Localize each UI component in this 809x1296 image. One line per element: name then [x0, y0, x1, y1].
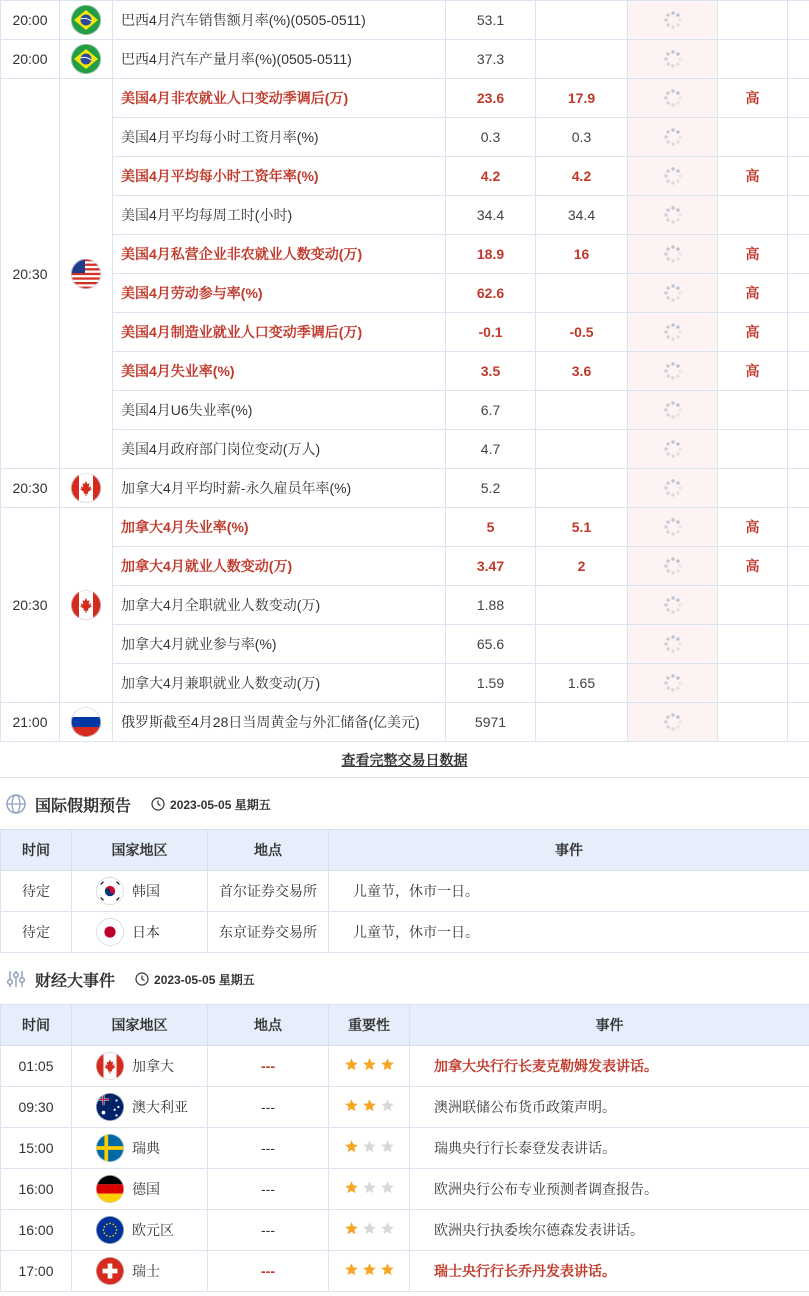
loading-spinner-icon	[663, 205, 683, 225]
econ-indicator-name: 美国4月平均每周工时(小时)	[113, 196, 446, 235]
econ-country-flag	[60, 508, 113, 703]
event-place: ---	[208, 1210, 329, 1251]
econ-indicator-name: 加拿大4月失业率(%)	[113, 508, 446, 547]
econ-indicator-name: 加拿大4月就业参与率(%)	[113, 625, 446, 664]
event-row	[1, 1046, 809, 1087]
holiday-country	[72, 871, 208, 912]
econ-time: 20:30	[1, 469, 60, 508]
star-icon	[380, 1098, 395, 1113]
country-name: 韩国	[132, 883, 160, 899]
econ-actual-loading	[628, 40, 718, 79]
econ-importance	[718, 664, 788, 703]
econ-importance: 高	[718, 352, 788, 391]
event-country	[72, 1210, 208, 1251]
event-country	[72, 1046, 208, 1087]
econ-extra-cell	[788, 391, 809, 430]
econ-forecast-value	[536, 586, 628, 625]
events-column-header: 国家地区	[72, 1005, 208, 1046]
econ-extra-cell	[788, 157, 809, 196]
loading-spinner-icon	[663, 166, 683, 186]
loading-spinner-icon	[663, 283, 683, 303]
econ-forecast-value	[536, 391, 628, 430]
econ-row	[1, 547, 809, 586]
econ-importance	[718, 703, 788, 742]
event-time: 16:00	[1, 1210, 72, 1251]
loading-spinner-icon	[663, 595, 683, 615]
econ-importance	[718, 625, 788, 664]
econ-importance: 高	[718, 235, 788, 274]
econ-actual-loading	[628, 469, 718, 508]
econ-importance	[718, 391, 788, 430]
econ-importance: 高	[718, 274, 788, 313]
country-flag-icon	[96, 1093, 124, 1121]
econ-importance: 高	[718, 508, 788, 547]
econ-indicator-name: 巴西4月汽车销售额月率(%)(0505-0511)	[113, 1, 446, 40]
econ-indicator-name: 美国4月U6失业率(%)	[113, 391, 446, 430]
econ-extra-cell	[788, 703, 809, 742]
star-icon	[344, 1221, 359, 1236]
country-name: 欧元区	[132, 1222, 174, 1238]
star-icon	[362, 1057, 377, 1072]
event-row	[1, 1169, 809, 1210]
econ-actual-loading	[628, 196, 718, 235]
econ-forecast-value	[536, 703, 628, 742]
econ-previous-value: 5.2	[446, 469, 536, 508]
event-row	[1, 1251, 809, 1292]
event-importance-stars	[329, 1046, 410, 1087]
econ-forecast-value	[536, 430, 628, 469]
event-place: ---	[208, 1251, 329, 1292]
econ-row	[1, 79, 809, 118]
econ-row	[1, 235, 809, 274]
econ-importance: 高	[718, 157, 788, 196]
econ-importance	[718, 430, 788, 469]
event-description: 瑞典央行行长泰登发表讲话。	[410, 1128, 809, 1169]
sliders-icon	[5, 968, 27, 990]
econ-actual-loading	[628, 79, 718, 118]
econ-actual-loading	[628, 586, 718, 625]
econ-indicator-name: 美国4月非农就业人口变动季调后(万)	[113, 79, 446, 118]
econ-extra-cell	[788, 469, 809, 508]
econ-previous-value: 18.9	[446, 235, 536, 274]
econ-extra-cell	[788, 352, 809, 391]
econ-actual-loading	[628, 313, 718, 352]
event-time: 17:00	[1, 1251, 72, 1292]
country-name: 加拿大	[132, 1058, 174, 1074]
econ-row	[1, 664, 809, 703]
econ-forecast-value: 1.65	[536, 664, 628, 703]
econ-extra-cell	[788, 625, 809, 664]
econ-extra-cell	[788, 40, 809, 79]
country-flag-icon	[96, 1134, 124, 1162]
econ-row	[1, 469, 809, 508]
econ-country-flag	[60, 40, 113, 79]
econ-forecast-value	[536, 1, 628, 40]
econ-actual-loading	[628, 430, 718, 469]
econ-previous-value: 5	[446, 508, 536, 547]
star-icon	[344, 1098, 359, 1113]
event-description: 欧洲央行公布专业预测者调查报告。	[410, 1169, 809, 1210]
econ-extra-cell	[788, 196, 809, 235]
econ-previous-value: 65.6	[446, 625, 536, 664]
econ-row	[1, 391, 809, 430]
econ-indicator-name: 美国4月私营企业非农就业人数变动(万)	[113, 235, 446, 274]
econ-actual-loading	[628, 118, 718, 157]
country-name: 德国	[132, 1181, 160, 1197]
events-column-header: 事件	[410, 1005, 809, 1046]
econ-country-flag	[60, 703, 113, 742]
econ-extra-cell	[788, 274, 809, 313]
events-column-header: 地点	[208, 1005, 329, 1046]
event-row	[1, 1087, 809, 1128]
holiday-column-header: 国家地区	[72, 830, 208, 871]
loading-spinner-icon	[663, 322, 683, 342]
star-icon	[380, 1057, 395, 1072]
star-icon	[380, 1262, 395, 1277]
star-icon	[362, 1098, 377, 1113]
econ-row	[1, 40, 809, 79]
star-icon	[344, 1262, 359, 1277]
econ-time: 21:00	[1, 703, 60, 742]
econ-importance	[718, 1, 788, 40]
econ-previous-value: -0.1	[446, 313, 536, 352]
econ-previous-value: 4.7	[446, 430, 536, 469]
econ-indicator-name: 加拿大4月全职就业人数变动(万)	[113, 586, 446, 625]
econ-forecast-value: 5.1	[536, 508, 628, 547]
econ-previous-value: 6.7	[446, 391, 536, 430]
econ-previous-value: 1.88	[446, 586, 536, 625]
econ-extra-cell	[788, 118, 809, 157]
country-name: 澳大利亚	[132, 1099, 188, 1115]
star-icon	[344, 1057, 359, 1072]
econ-row	[1, 196, 809, 235]
event-time: 15:00	[1, 1128, 72, 1169]
econ-extra-cell	[788, 586, 809, 625]
events-column-header: 重要性	[329, 1005, 410, 1046]
star-icon	[380, 1139, 395, 1154]
loading-spinner-icon	[663, 517, 683, 537]
event-importance-stars	[329, 1251, 410, 1292]
econ-indicator-name: 巴西4月汽车产量月率(%)(0505-0511)	[113, 40, 446, 79]
event-importance-stars	[329, 1210, 410, 1251]
event-importance-stars	[329, 1169, 410, 1210]
loading-spinner-icon	[663, 361, 683, 381]
econ-previous-value: 0.3	[446, 118, 536, 157]
holiday-column-header: 时间	[1, 830, 72, 871]
econ-row	[1, 352, 809, 391]
econ-extra-cell	[788, 430, 809, 469]
econ-time: 20:00	[1, 1, 60, 40]
country-name: 日本	[132, 924, 160, 940]
econ-row	[1, 586, 809, 625]
star-icon	[380, 1221, 395, 1236]
holiday-row	[1, 871, 809, 912]
events-date: 2023-05-05 星期五	[154, 972, 255, 987]
econ-actual-loading	[628, 274, 718, 313]
econ-forecast-value: 34.4	[536, 196, 628, 235]
star-icon	[380, 1180, 395, 1195]
econ-extra-cell	[788, 79, 809, 118]
econ-indicator-name: 美国4月失业率(%)	[113, 352, 446, 391]
econ-country-flag	[60, 79, 113, 469]
event-place: ---	[208, 1046, 329, 1087]
loading-spinner-icon	[663, 712, 683, 732]
holiday-section-header	[0, 780, 809, 828]
event-row	[1, 1210, 809, 1251]
econ-indicator-name: 加拿大4月就业人数变动(万)	[113, 547, 446, 586]
econ-previous-value: 4.2	[446, 157, 536, 196]
econ-forecast-value: 2	[536, 547, 628, 586]
econ-importance: 高	[718, 79, 788, 118]
loading-spinner-icon	[663, 10, 683, 30]
econ-indicator-name: 美国4月平均每小时工资月率(%)	[113, 118, 446, 157]
econ-actual-loading	[628, 391, 718, 430]
econ-forecast-value: 4.2	[536, 157, 628, 196]
holiday-place: 首尔证券交易所	[208, 871, 329, 912]
econ-row	[1, 313, 809, 352]
econ-previous-value: 23.6	[446, 79, 536, 118]
econ-extra-cell	[788, 664, 809, 703]
events-table	[0, 1004, 809, 1292]
econ-importance	[718, 40, 788, 79]
econ-previous-value: 62.6	[446, 274, 536, 313]
event-description: 澳洲联储公布货币政策声明。	[410, 1087, 809, 1128]
econ-indicator-name: 加拿大4月兼职就业人数变动(万)	[113, 664, 446, 703]
econ-importance	[718, 196, 788, 235]
loading-spinner-icon	[663, 127, 683, 147]
holiday-row	[1, 912, 809, 953]
holiday-date: 2023-05-05 星期五	[170, 797, 271, 812]
event-country	[72, 1169, 208, 1210]
loading-spinner-icon	[663, 400, 683, 420]
holiday-event: 儿童节，休市一日。	[329, 871, 809, 912]
event-place: ---	[208, 1087, 329, 1128]
econ-previous-value: 1.59	[446, 664, 536, 703]
country-name: 瑞士	[132, 1263, 160, 1279]
econ-forecast-value: 3.6	[536, 352, 628, 391]
loading-spinner-icon	[663, 88, 683, 108]
event-time: 01:05	[1, 1046, 72, 1087]
econ-extra-cell	[788, 547, 809, 586]
star-icon	[362, 1139, 377, 1154]
holiday-event: 儿童节，休市一日。	[329, 912, 809, 953]
econ-row	[1, 508, 809, 547]
holiday-column-header: 地点	[208, 830, 329, 871]
econ-actual-loading	[628, 508, 718, 547]
country-flag-icon	[96, 918, 124, 946]
event-description: 瑞士央行行长乔丹发表讲话。	[410, 1251, 809, 1292]
globe-icon	[5, 793, 27, 815]
econ-actual-loading	[628, 1, 718, 40]
star-icon	[344, 1180, 359, 1195]
econ-row	[1, 1, 809, 40]
holiday-table	[0, 829, 809, 953]
event-time: 09:30	[1, 1087, 72, 1128]
econ-forecast-value	[536, 625, 628, 664]
loading-spinner-icon	[663, 673, 683, 693]
econ-actual-loading	[628, 157, 718, 196]
loading-spinner-icon	[663, 439, 683, 459]
econ-previous-value: 37.3	[446, 40, 536, 79]
country-flag-icon	[96, 1216, 124, 1244]
holiday-place: 东京证券交易所	[208, 912, 329, 953]
country-flag-icon	[96, 1175, 124, 1203]
econ-previous-value: 3.47	[446, 547, 536, 586]
econ-importance: 高	[718, 547, 788, 586]
econ-row	[1, 430, 809, 469]
country-name: 瑞典	[132, 1140, 160, 1156]
econ-previous-value: 53.1	[446, 1, 536, 40]
event-place: ---	[208, 1169, 329, 1210]
econ-previous-value: 5971	[446, 703, 536, 742]
econ-actual-loading	[628, 625, 718, 664]
event-description: 加拿大央行行长麦克勒姆发表讲话。	[410, 1046, 809, 1087]
econ-actual-loading	[628, 664, 718, 703]
event-time: 16:00	[1, 1169, 72, 1210]
econ-previous-value: 34.4	[446, 196, 536, 235]
loading-spinner-icon	[663, 244, 683, 264]
view-full-data-link[interactable]: 查看完整交易日数据	[341, 752, 468, 768]
econ-indicator-name: 美国4月劳动参与率(%)	[113, 274, 446, 313]
holiday-title: 国际假期预告	[35, 797, 132, 815]
events-title: 财经大事件	[35, 972, 116, 990]
clock-icon	[135, 972, 149, 986]
star-icon	[344, 1139, 359, 1154]
econ-forecast-value: 17.9	[536, 79, 628, 118]
econ-row	[1, 118, 809, 157]
loading-spinner-icon	[663, 634, 683, 654]
loading-spinner-icon	[663, 478, 683, 498]
econ-actual-loading	[628, 352, 718, 391]
events-section-header	[0, 955, 809, 1003]
clock-icon	[151, 797, 165, 811]
econ-actual-loading	[628, 703, 718, 742]
star-icon	[362, 1262, 377, 1277]
holiday-country	[72, 912, 208, 953]
econ-time: 20:30	[1, 508, 60, 703]
event-country	[72, 1128, 208, 1169]
econ-previous-value: 3.5	[446, 352, 536, 391]
econ-country-flag	[60, 1, 113, 40]
star-icon	[362, 1221, 377, 1236]
econ-indicator-name: 俄罗斯截至4月28日当周黄金与外汇储备(亿美元)	[113, 703, 446, 742]
country-flag-icon	[96, 877, 124, 905]
loading-spinner-icon	[663, 49, 683, 69]
econ-indicator-name: 美国4月平均每小时工资年率(%)	[113, 157, 446, 196]
econ-importance	[718, 586, 788, 625]
econ-forecast-value: -0.5	[536, 313, 628, 352]
country-flag-icon	[96, 1257, 124, 1285]
country-flag-icon	[96, 1052, 124, 1080]
view-full-data-link-row	[0, 742, 809, 778]
econ-extra-cell	[788, 235, 809, 274]
econ-indicator-name: 加拿大4月平均时薪-永久雇员年率(%)	[113, 469, 446, 508]
star-icon	[362, 1180, 377, 1195]
holiday-time: 待定	[1, 912, 72, 953]
econ-row	[1, 157, 809, 196]
econ-forecast-value: 16	[536, 235, 628, 274]
event-importance-stars	[329, 1128, 410, 1169]
loading-spinner-icon	[663, 556, 683, 576]
event-country	[72, 1087, 208, 1128]
econ-actual-loading	[628, 547, 718, 586]
events-column-header: 时间	[1, 1005, 72, 1046]
econ-forecast-value	[536, 274, 628, 313]
holiday-time: 待定	[1, 871, 72, 912]
econ-row	[1, 625, 809, 664]
event-country	[72, 1251, 208, 1292]
econ-extra-cell	[788, 508, 809, 547]
holiday-column-header: 事件	[329, 830, 809, 871]
event-place: ---	[208, 1128, 329, 1169]
event-description: 欧洲央行执委埃尔德森发表讲话。	[410, 1210, 809, 1251]
econ-forecast-value	[536, 469, 628, 508]
econ-time: 20:00	[1, 40, 60, 79]
econ-time: 20:30	[1, 79, 60, 469]
econ-forecast-value: 0.3	[536, 118, 628, 157]
econ-country-flag	[60, 469, 113, 508]
econ-indicator-name: 美国4月政府部门岗位变动(万人)	[113, 430, 446, 469]
event-importance-stars	[329, 1087, 410, 1128]
econ-importance: 高	[718, 313, 788, 352]
econ-row	[1, 274, 809, 313]
econ-extra-cell	[788, 313, 809, 352]
econ-indicator-name: 美国4月制造业就业人口变动季调后(万)	[113, 313, 446, 352]
econ-extra-cell	[788, 1, 809, 40]
econ-importance	[718, 118, 788, 157]
econ-importance	[718, 469, 788, 508]
event-row	[1, 1128, 809, 1169]
econ-actual-loading	[628, 235, 718, 274]
econ-row	[1, 703, 809, 742]
econ-forecast-value	[536, 40, 628, 79]
